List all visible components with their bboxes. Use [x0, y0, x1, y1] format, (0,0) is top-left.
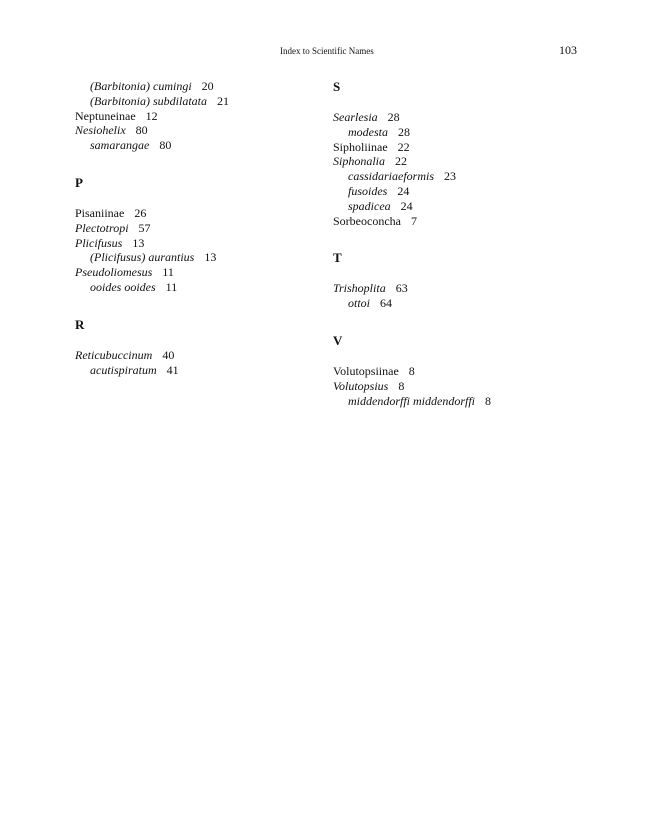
entry-page-ref: 41: [166, 362, 179, 377]
entry-page-ref: 24: [397, 183, 410, 198]
entry-name: Siphonalia: [333, 154, 386, 169]
entry-name: Nesiohelix: [75, 123, 126, 138]
index-subentry: [333, 125, 573, 140]
section-letter: R: [75, 316, 85, 332]
entry-page-ref: 21: [217, 93, 229, 108]
entry-name: Volutopsius: [333, 378, 389, 393]
index-subentry: [333, 184, 573, 199]
index-entry: [333, 140, 573, 155]
entry-page-ref: 7: [410, 213, 417, 228]
entry-page-ref: 80: [159, 138, 172, 153]
entry-page-ref: 22: [395, 154, 408, 169]
entry-page-ref: 26: [134, 205, 147, 220]
entry-page-ref: 63: [395, 281, 408, 296]
section-letter: P: [75, 174, 83, 190]
entry-name: Searlesia: [333, 110, 378, 124]
entry-page-ref: 20: [201, 79, 214, 93]
index-entry: [333, 154, 573, 169]
entry-name: Pisaniinae: [75, 205, 125, 220]
index-entry: [75, 109, 315, 124]
section-spacer: [75, 295, 315, 317]
section-spacer: [75, 153, 315, 175]
index-entry: [75, 206, 315, 221]
section-spacer: [333, 266, 573, 281]
entry-page-ref: 57: [138, 220, 151, 235]
index-column-right: [333, 79, 573, 408]
index-subentry: [75, 363, 315, 378]
entry-name: Neptuneinae: [75, 108, 136, 123]
section-spacer: [75, 333, 315, 348]
index-entry: [75, 348, 315, 363]
section-spacer: [333, 228, 573, 250]
entry-name: cassidariaeformis: [348, 169, 435, 184]
entry-page-ref: 12: [145, 108, 158, 123]
index-subentry: [333, 199, 573, 214]
entry-page-ref: 40: [162, 347, 175, 362]
entry-name: Sorbeoconcha: [333, 213, 401, 228]
entry-name: Plectotropi: [75, 220, 129, 235]
entry-page-ref: 23: [444, 169, 457, 184]
index-subentry: [333, 394, 573, 409]
entry-name: Reticubuccinum: [75, 347, 153, 362]
index-entry: [333, 379, 573, 394]
index-entry: [75, 123, 315, 138]
section-spacer: [333, 95, 573, 110]
entry-page-ref: 8: [408, 363, 415, 378]
entry-page-ref: 11: [162, 265, 174, 280]
entry-page-ref: 22: [397, 139, 410, 154]
running-head: Index to Scientific Names: [280, 46, 374, 56]
section-letter: T: [333, 250, 342, 266]
entry-page-ref: 28: [387, 110, 400, 124]
entry-name: Sipholiinae: [333, 139, 388, 154]
index-subentry: [75, 79, 315, 94]
index-entry: [75, 265, 315, 280]
index-entry: [333, 364, 573, 379]
entry-name: (Barbitonia) cumingi: [90, 79, 192, 93]
entry-name: modesta: [348, 124, 388, 139]
entry-name: middendorffi middendorffi: [348, 393, 475, 408]
entry-page-ref: 64: [380, 296, 393, 311]
entry-name: Pseudoliomesus: [75, 265, 153, 280]
entry-page-ref: 11: [165, 279, 178, 294]
index-entry: [333, 214, 573, 229]
index-subentry: [75, 94, 315, 109]
entry-name: acutispiratum: [90, 362, 157, 377]
entry-page-ref: 80: [135, 123, 148, 138]
entry-name: Plicifusus: [75, 235, 123, 250]
page-number: 103: [559, 43, 577, 57]
entry-name: (Barbitonia) subdilatata: [90, 93, 207, 108]
index-entry: [333, 110, 573, 125]
entry-name: Volutopsiinae: [333, 363, 399, 378]
index-entry: [75, 236, 315, 251]
entry-name: (Plicifusus) aurantius: [90, 250, 195, 265]
entry-name: fusoides: [348, 183, 388, 198]
section-letter: V: [333, 332, 343, 348]
entry-page-ref: 24: [400, 198, 413, 213]
index-subentry: [333, 296, 573, 311]
index-subentry: [75, 250, 315, 265]
entry-page-ref: 8: [485, 393, 491, 408]
index-subentry: [333, 169, 573, 184]
section-spacer: [333, 349, 573, 364]
index-entry: [75, 221, 315, 236]
section-spacer: [333, 311, 573, 333]
entry-page-ref: 13: [132, 235, 145, 250]
index-subentry: [75, 138, 315, 153]
section-spacer: [75, 191, 315, 206]
index-column-left: [75, 79, 315, 377]
section-letter: S: [333, 79, 341, 94]
index-subentry: [75, 280, 315, 295]
entry-name: ooides ooides: [90, 279, 156, 294]
entry-page-ref: 8: [398, 378, 405, 393]
entry-name: ottoi: [348, 296, 371, 311]
index-entry: [333, 281, 573, 296]
entry-page-ref: 13: [204, 250, 217, 265]
entry-name: samarangae: [90, 138, 150, 153]
entry-name: spadicea: [348, 198, 391, 213]
entry-page-ref: 28: [398, 124, 410, 139]
entry-name: Trishoplita: [333, 281, 386, 296]
